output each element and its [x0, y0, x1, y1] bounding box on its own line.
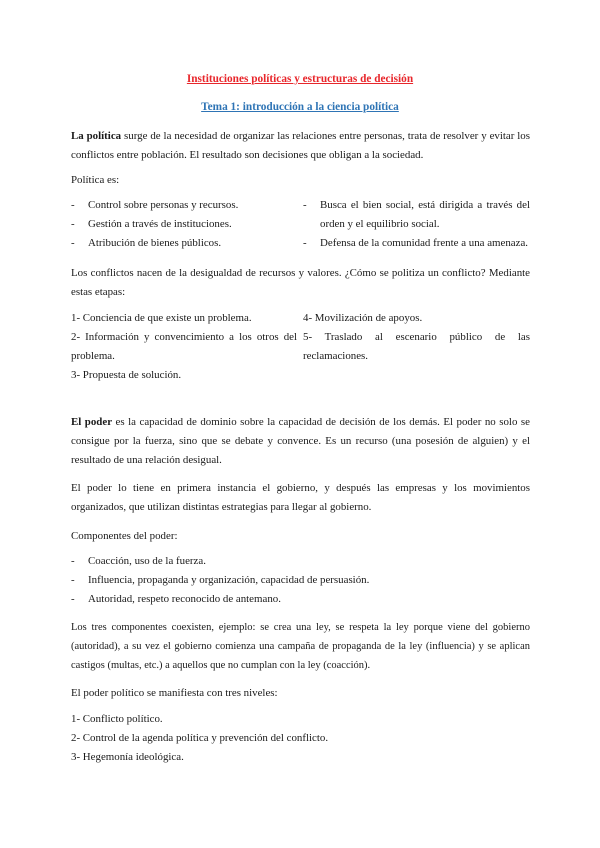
poder-paragraph	[71, 413, 530, 470]
dash-marker: -	[71, 237, 75, 249]
dash-marker: -	[71, 218, 75, 230]
poder-paragraph-2: El poder lo tiene en primera instancia el gobierno, y después las empresas y los movimientos organizados, que utilizan distintas estrategias para llegar al gobierno.	[71, 482, 530, 513]
list-item: - Atribución de bienes públicos.	[71, 234, 297, 253]
politica-es-right-list	[303, 196, 530, 253]
intro-text: surge de la necesidad de organizar las relaciones entre personas, trata de resolver y evitar los conflictos entre población. El resultado son decisiones que obligan a la sociedad.	[71, 130, 530, 161]
dash-marker: -	[71, 199, 75, 211]
conflictos-left-list	[71, 309, 297, 385]
dash-marker: -	[303, 199, 307, 211]
list-item: - Busca el bien social, está dirigida a través del orden y el equilibrio social.	[303, 196, 530, 234]
conflictos-right-list	[303, 309, 530, 366]
list-item: 5- Traslado al escenario público de las reclamaciones.	[303, 331, 530, 362]
niveles-label: El poder político se manifiesta con tres niveles:	[71, 687, 278, 699]
poder-text: es la capacidad de dominio sobre la capacidad de decisión de los demás. El poder no solo se consigue por la fuerza, sino que se debate y convence. Es un recurso (una posesión de alguien) y el resultado de una relación desigual.	[71, 416, 530, 466]
intro-lead: La política	[71, 130, 122, 142]
componentes-label: Componentes del poder:	[71, 530, 178, 542]
list-item: 1- Conflicto político.	[71, 713, 163, 725]
list-item: 3- Propuesta de solución.	[71, 369, 182, 381]
componentes-list	[71, 552, 530, 609]
intro-paragraph	[71, 127, 530, 165]
politica-es-label: Política es:	[71, 174, 120, 186]
list-item: - Coacción, uso de la fuerza.	[71, 552, 530, 571]
dash-marker: -	[303, 237, 307, 249]
dash-marker: -	[71, 574, 75, 586]
list-item: 2- Control de la agenda política y prevención del conflicto.	[71, 732, 329, 744]
poder-lead: El poder	[71, 416, 113, 428]
poder-paragraph-3: Los tres componentes coexisten, ejemplo: se crea una ley, se respeta la ley porque viene del gobierno (autoridad), a su vez el gobierno comienza una campaña de propaganda de la ley (influencia) y se aplican castigos (multas, etc.) a aquellos que no cumplan con la ley (coacción).	[71, 622, 530, 671]
list-item: - Control sobre personas y recursos.	[71, 196, 297, 215]
document-subtitle: Tema 1: introducción a la ciencia política	[201, 101, 399, 113]
list-item: 1- Conciencia de que existe un problema.	[71, 312, 252, 324]
list-item: - Defensa de la comunidad frente a una amenaza.	[303, 234, 530, 253]
dash-marker: -	[71, 593, 75, 605]
list-item: - Autoridad, respeto reconocido de antemano.	[71, 590, 530, 609]
document-title: Instituciones políticas y estructuras de decisión	[186, 73, 414, 85]
list-item: - Influencia, propaganda y organización, capacidad de persuasión.	[71, 571, 530, 590]
politica-es-left-list	[71, 196, 297, 253]
list-item: 2- Información y convencimiento a los otros del problema.	[71, 331, 297, 362]
list-item: - Gestión a través de instituciones.	[71, 215, 297, 234]
list-item: 3- Hegemonía ideológica.	[71, 751, 184, 763]
niveles-list	[71, 710, 530, 767]
conflictos-paragraph: Los conflictos nacen de la desigualdad de recursos y valores. ¿Cómo se politiza un conflicto? Mediante estas etapas:	[71, 267, 530, 298]
list-item: 4- Movilización de apoyos.	[303, 312, 423, 324]
dash-marker: -	[71, 555, 75, 567]
